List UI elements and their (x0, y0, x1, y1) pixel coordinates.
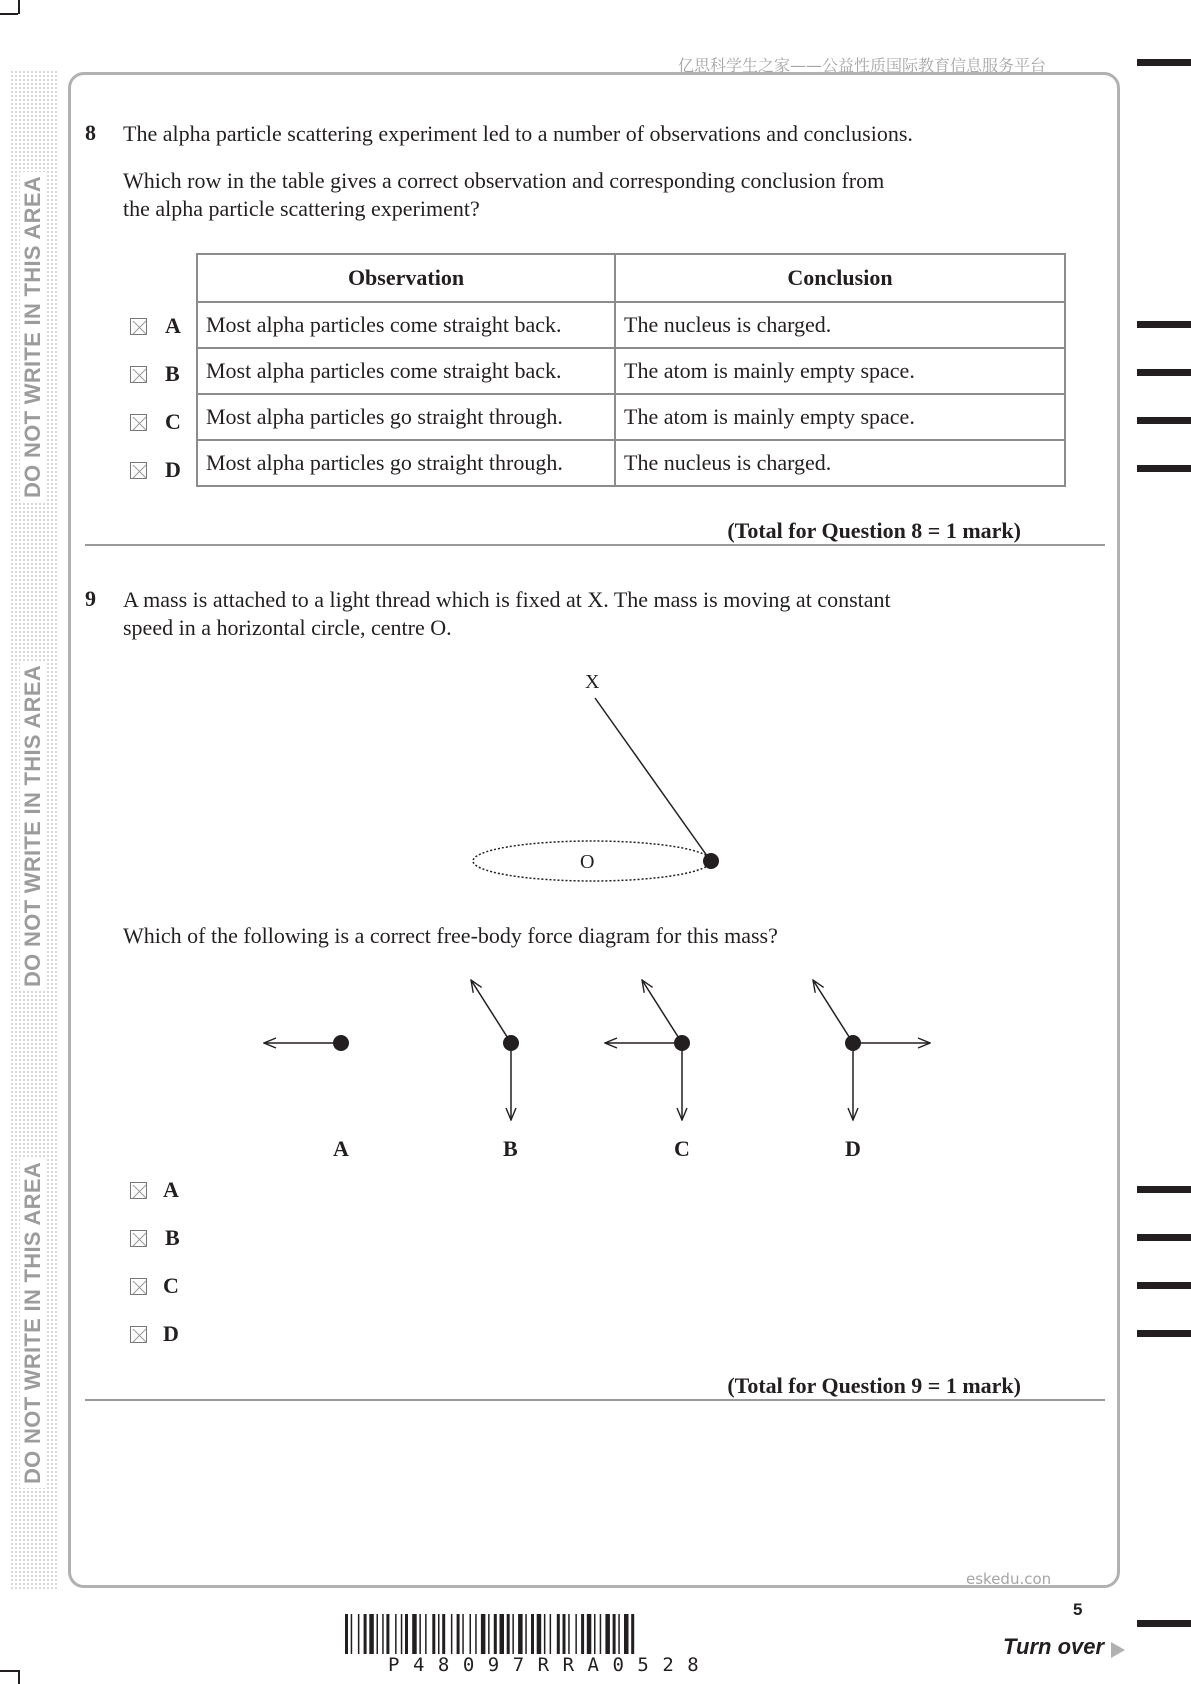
section-divider (85, 1399, 1105, 1401)
barcode-bar (412, 1614, 417, 1654)
force-diagram-c (605, 980, 690, 1120)
option-letter: C (163, 1273, 179, 1298)
answer-checkbox-a[interactable] (130, 1182, 147, 1199)
barcode-bar (600, 1614, 602, 1654)
barcode-bar (605, 1614, 610, 1654)
option-letter: A (163, 1177, 179, 1202)
barcode-bar (395, 1614, 397, 1654)
diagram-label: D (845, 1136, 861, 1161)
barcode-bar (419, 1614, 421, 1654)
barcode-bar (470, 1614, 472, 1654)
question-text-line2: the alpha particle scattering experiment? (123, 196, 480, 221)
header-watermark: 亿思科学生之家——公益性质国际教育信息服务平台 (678, 56, 1047, 75)
answer-checkbox-c[interactable] (130, 1278, 147, 1295)
barcode-bar (377, 1614, 379, 1654)
footer-watermark: eskedu.con (966, 1570, 1052, 1588)
option-letter: C (165, 409, 181, 434)
question-total: (Total for Question 8 = 1 mark) (727, 518, 1021, 543)
question-number: 9 (85, 586, 96, 611)
diagram-label: C (674, 1136, 690, 1161)
barcode-bar (451, 1614, 453, 1654)
barcode-bar (386, 1614, 389, 1654)
barcode-bar (438, 1614, 440, 1654)
conclusion-cell: The nucleus is charged. (615, 440, 1065, 486)
conclusion-cell: The atom is mainly empty space. (615, 394, 1065, 440)
barcode-bar (481, 1614, 486, 1654)
turn-over-arrow-icon (1110, 1641, 1126, 1659)
do-not-write-label-2: DO NOT WRITE IN THIS AREA (20, 661, 46, 991)
barcode-bar (494, 1614, 497, 1654)
page-number: 5 (1073, 1600, 1083, 1619)
force-diagram-d (813, 980, 930, 1120)
barcode-bar (525, 1614, 527, 1654)
option-letter: B (165, 361, 180, 386)
question-intro: The alpha particle scattering experiment led to a number of observations and conclusions. (123, 121, 913, 146)
barcode-bar (631, 1614, 634, 1654)
barcode-bar (550, 1614, 552, 1654)
barcode-bar (587, 1614, 592, 1654)
barcode-bar (575, 1614, 577, 1654)
barcode-bar (442, 1614, 445, 1654)
column-header-observation: Observation (197, 254, 615, 302)
barcode-bar (563, 1614, 566, 1654)
barcode-bar (488, 1614, 490, 1654)
barcode-bar (581, 1614, 584, 1654)
barcode-bar (544, 1614, 546, 1654)
point-o-label: O (580, 851, 595, 873)
question-text-line1: A mass is attached to a light thread which is fixed at X. The mass is moving at constant (123, 587, 891, 612)
do-not-write-label-3: DO NOT WRITE IN THIS AREA (20, 1158, 46, 1488)
force-diagram-a (264, 1035, 349, 1051)
barcode-bar (358, 1614, 360, 1654)
force-diagram-b (471, 980, 519, 1120)
barcode-bar (382, 1614, 384, 1654)
barcode-bar (613, 1614, 616, 1654)
turn-over-label: Turn over (1003, 1634, 1105, 1659)
option-letter: B (165, 1225, 180, 1250)
barcode-bar (405, 1614, 408, 1654)
barcode-bar (531, 1614, 534, 1654)
question-total: (Total for Question 9 = 1 mark) (727, 1373, 1021, 1398)
option-letter: A (165, 313, 181, 338)
barcode-bar (512, 1614, 514, 1654)
question-text-line2: speed in a horizontal circle, centre O. (123, 615, 452, 640)
barcode-number: P48097RRA0528 (388, 1654, 713, 1676)
barcode-bar (475, 1614, 477, 1654)
diagram-label: B (503, 1136, 518, 1161)
option-letter: D (165, 457, 181, 482)
barcode-bar (401, 1614, 403, 1654)
barcode-bar (537, 1614, 542, 1654)
observation-cell: Most alpha particles come straight back. (197, 348, 615, 394)
question-number: 8 (85, 120, 96, 145)
diagram-label: A (333, 1136, 349, 1161)
conclusion-cell: The atom is mainly empty space. (615, 348, 1065, 394)
barcode-bar (568, 1614, 570, 1654)
conclusion-cell: The nucleus is charged. (615, 302, 1065, 348)
observation-cell: Most alpha particles come straight back. (197, 302, 615, 348)
option-letter: D (163, 1321, 179, 1346)
observation-cell: Most alpha particles go straight through. (197, 440, 615, 486)
barcode-bar (369, 1614, 374, 1654)
barcode-bar (624, 1614, 629, 1654)
observation-cell: Most alpha particles go straight through. (197, 394, 615, 440)
answer-checkbox-d[interactable] (130, 1326, 147, 1343)
do-not-write-label-1: DO NOT WRITE IN THIS AREA (20, 172, 46, 502)
point-x-label: X (585, 671, 600, 693)
barcode (345, 1614, 845, 1654)
answer-checkbox-b[interactable] (130, 1230, 147, 1247)
barcode-bar (425, 1614, 427, 1654)
barcode-bar (507, 1614, 510, 1654)
barcode-bar (518, 1614, 523, 1654)
barcode-bar (432, 1614, 435, 1654)
question-text-line1: Which row in the table gives a correct observation and corresponding conclusion from (123, 168, 885, 193)
barcode-bar (351, 1614, 353, 1654)
barcode-bar (618, 1614, 620, 1654)
barcode-bar (364, 1614, 367, 1654)
barcode-bar (457, 1614, 460, 1654)
column-header-conclusion: Conclusion (615, 254, 1065, 302)
barcode-bar (594, 1614, 596, 1654)
barcode-bar (462, 1614, 464, 1654)
question-text: Which of the following is a correct free-body force diagram for this mass? (123, 923, 778, 948)
barcode-bar (557, 1614, 560, 1654)
barcode-bar (345, 1614, 348, 1654)
barcode-bar (500, 1614, 505, 1654)
